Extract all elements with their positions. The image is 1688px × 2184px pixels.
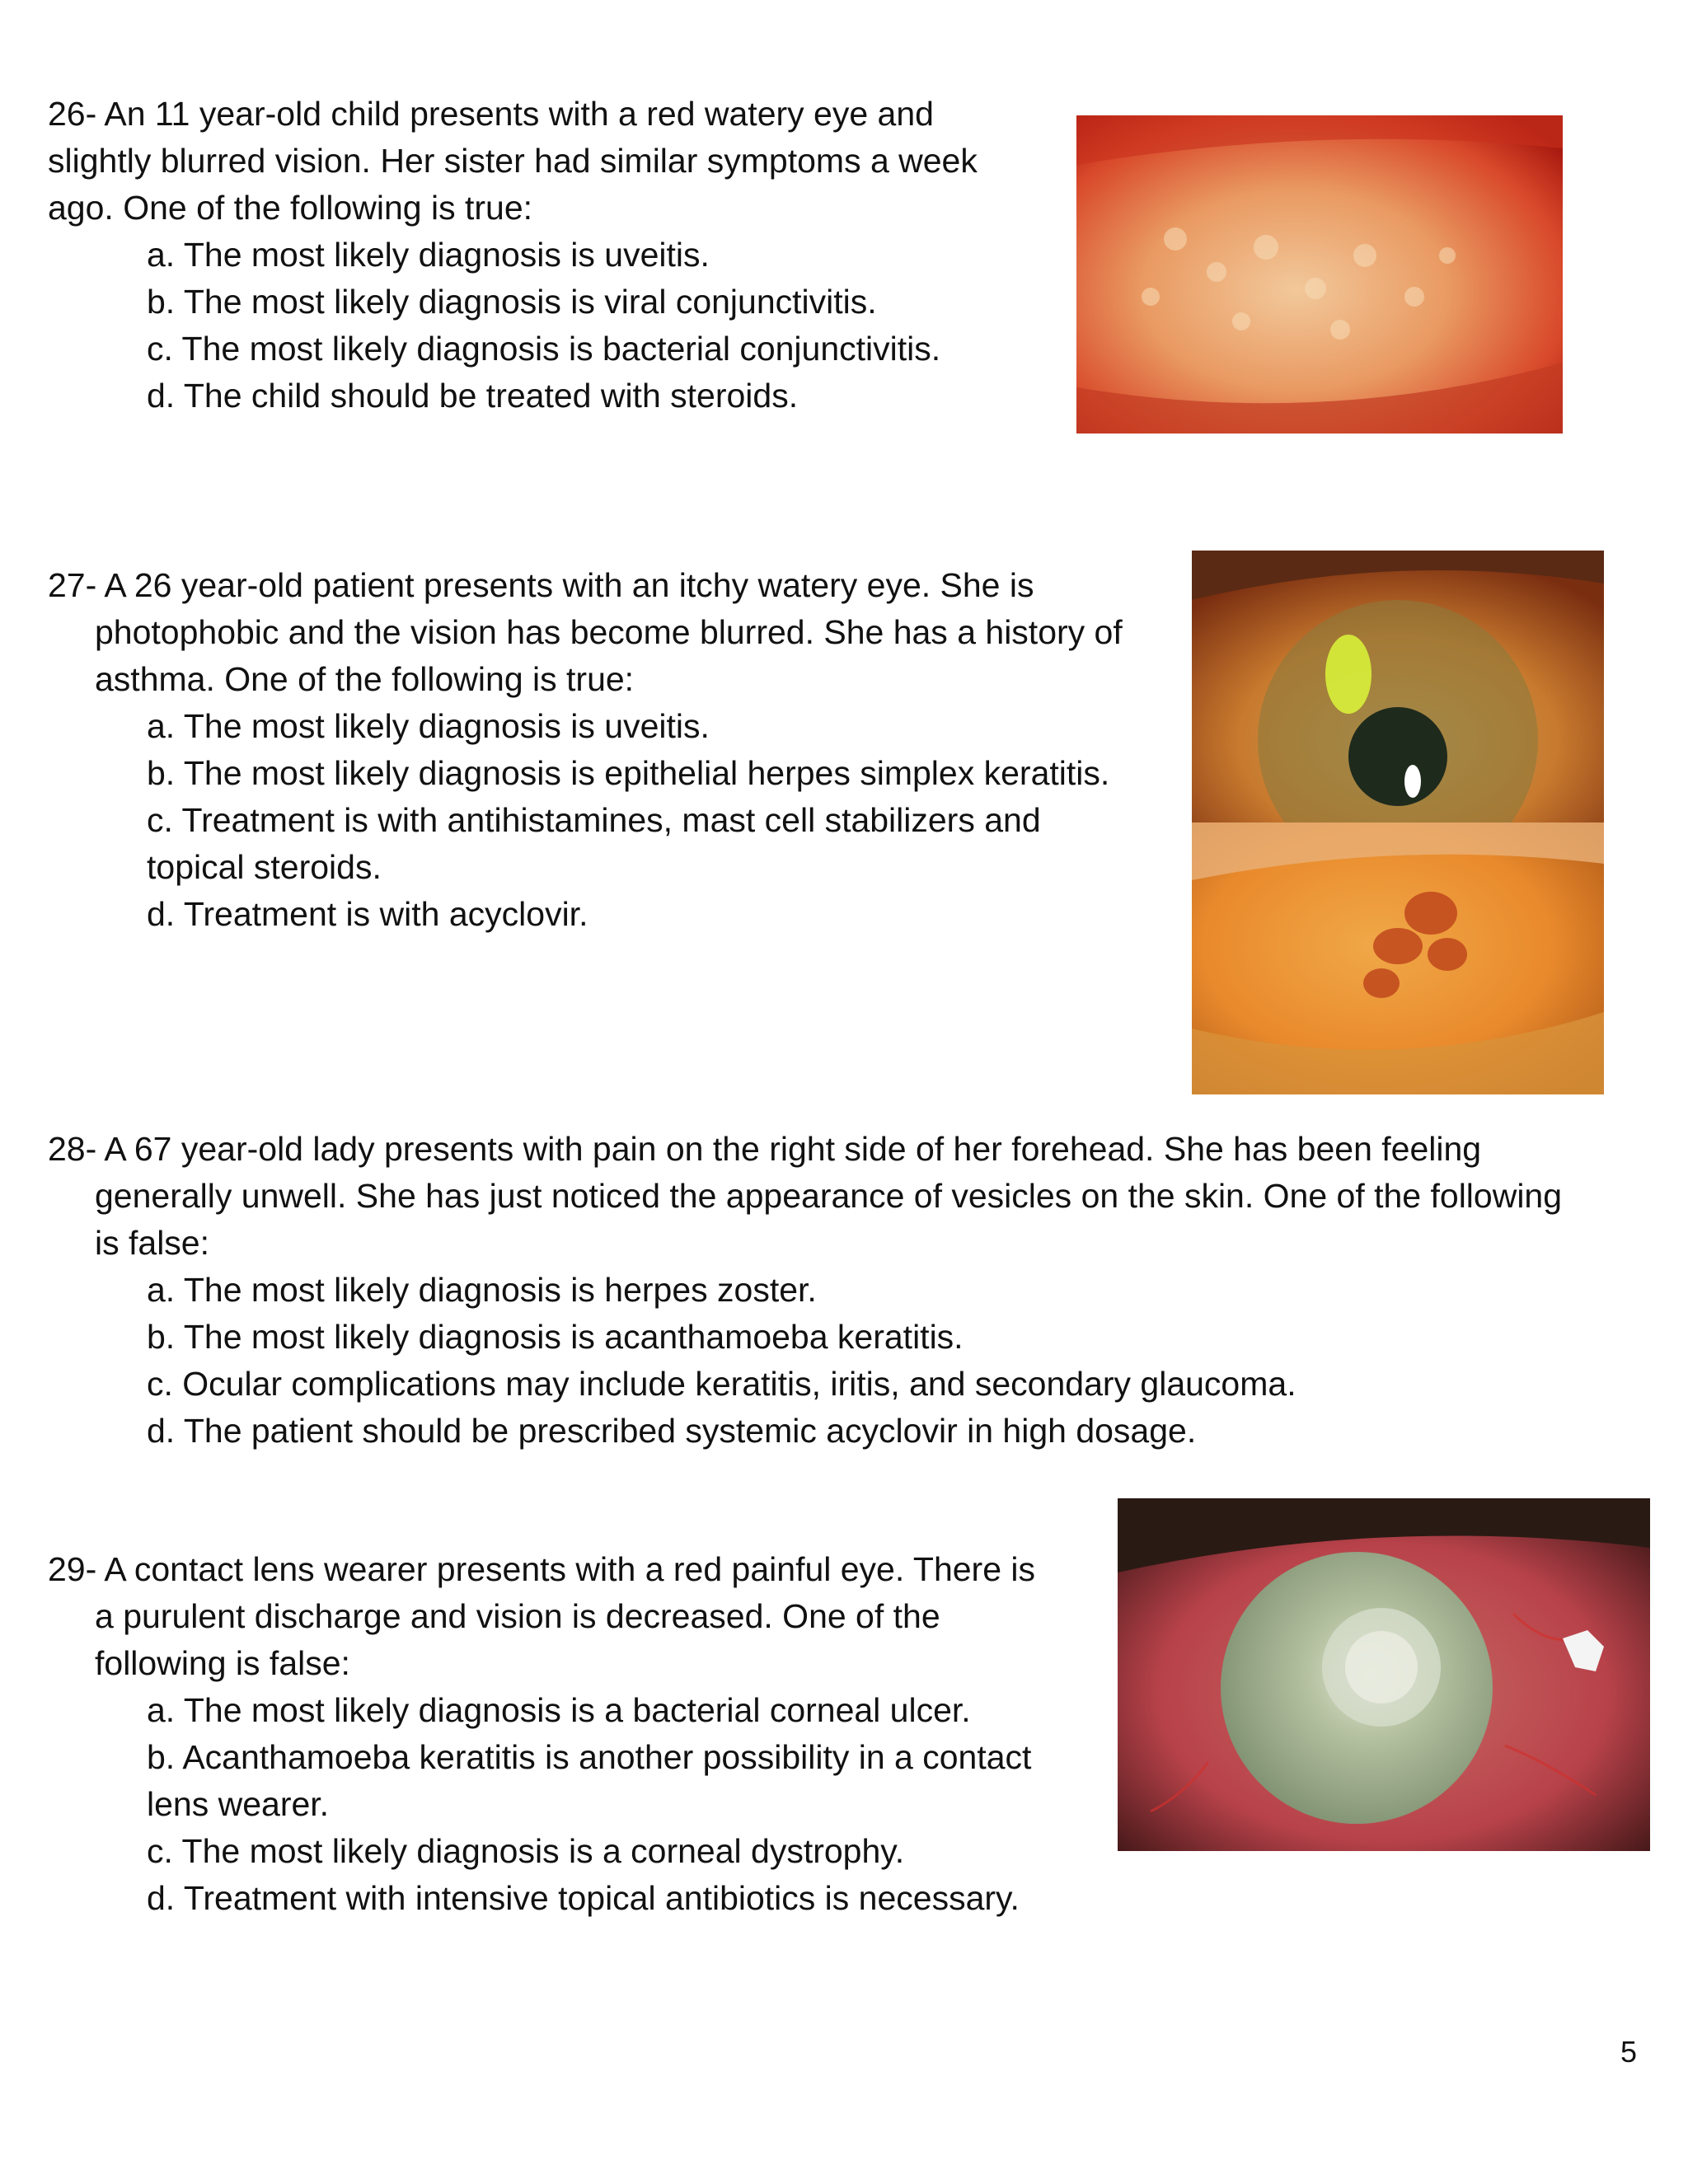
option-a: a. The most likely diagnosis is uveitis.	[147, 236, 710, 274]
option-d: d. Treatment is with acyclovir.	[147, 895, 588, 933]
option-b: b. The most likely diagnosis is viral conjunctivitis.	[147, 283, 877, 321]
question-28	[48, 1126, 1562, 1455]
option-d: d. The patient should be prescribed systemic acyclovir in high dosage.	[147, 1412, 1197, 1450]
option-b: b. Acanthamoeba keratitis is another possibility in a contact	[147, 1738, 1032, 1776]
option-d: d. The child should be treated with steroids.	[147, 377, 799, 415]
question-29-stem-line: following is false:	[95, 1644, 350, 1682]
question-26	[48, 91, 978, 419]
question-27	[48, 562, 1123, 938]
question-27-options	[48, 703, 1123, 938]
question-29-stem-line: a purulent discharge and vision is decreased. One of the	[95, 1597, 940, 1635]
question-29-stem-line: 29- A contact lens wearer presents with a red painful eye. There is	[48, 1550, 1036, 1588]
question-26-options	[48, 232, 978, 419]
giant-papillae-image	[1192, 823, 1604, 1094]
option-a: a. The most likely diagnosis is herpes zoster.	[147, 1271, 817, 1309]
question-28-options	[48, 1267, 1562, 1455]
question-29	[48, 1546, 1035, 1922]
giant-papillae-photo	[1192, 823, 1604, 1094]
conjunctiva-follicles-photo	[1076, 115, 1563, 434]
option-b: b. The most likely diagnosis is epithelial herpes simplex keratitis.	[147, 754, 1110, 792]
question-26-stem-line: ago. One of the following is true:	[48, 189, 533, 227]
option-a: a. The most likely diagnosis is a bacterial corneal ulcer.	[147, 1691, 971, 1729]
option-c: c. The most likely diagnosis is bacterial conjunctivitis.	[147, 330, 941, 368]
question-26-stem-line: slightly blurred vision. Her sister had similar symptoms a week	[48, 142, 978, 180]
question-27-stem-line: asthma. One of the following is true:	[95, 660, 635, 698]
eye-fluorescein-photo	[1192, 551, 1604, 823]
option-c: c. Treatment is with antihistamines, mast cell stabilizers and	[147, 801, 1041, 839]
option-b-continued: lens wearer.	[147, 1785, 330, 1823]
question-29-options	[48, 1687, 1035, 1922]
option-c-continued: topical steroids.	[147, 848, 382, 886]
corneal-ulcer-image	[1118, 1498, 1650, 1851]
conjunctiva-follicles-image	[1076, 115, 1563, 434]
eye-fluorescein-image	[1192, 551, 1604, 823]
question-28-stem-line: is false:	[95, 1224, 209, 1262]
corneal-ulcer-photo	[1118, 1498, 1650, 1851]
option-c: c. The most likely diagnosis is a corneal dystrophy.	[147, 1832, 905, 1870]
option-d: d. Treatment with intensive topical antibiotics is necessary.	[147, 1879, 1020, 1917]
question-27-stem-line: 27- A 26 year-old patient presents with an itchy watery eye. She is	[48, 566, 1034, 604]
question-28-stem-line: 28- A 67 year-old lady presents with pain on the right side of her forehead. She has been feeling	[48, 1130, 1482, 1168]
option-a: a. The most likely diagnosis is uveitis.	[147, 707, 710, 745]
option-b: b. The most likely diagnosis is acanthamoeba keratitis.	[147, 1318, 964, 1356]
page-number: 5	[1620, 2035, 1637, 2069]
option-c: c. Ocular complications may include keratitis, iritis, and secondary glaucoma.	[147, 1365, 1296, 1403]
question-28-stem-line: generally unwell. She has just noticed the appearance of vesicles on the skin. One of the following	[95, 1177, 1563, 1215]
question-27-stem-line: photophobic and the vision has become blurred. She has a history of	[95, 613, 1123, 651]
question-26-stem-line: 26- An 11 year-old child presents with a red watery eye and	[48, 95, 934, 133]
